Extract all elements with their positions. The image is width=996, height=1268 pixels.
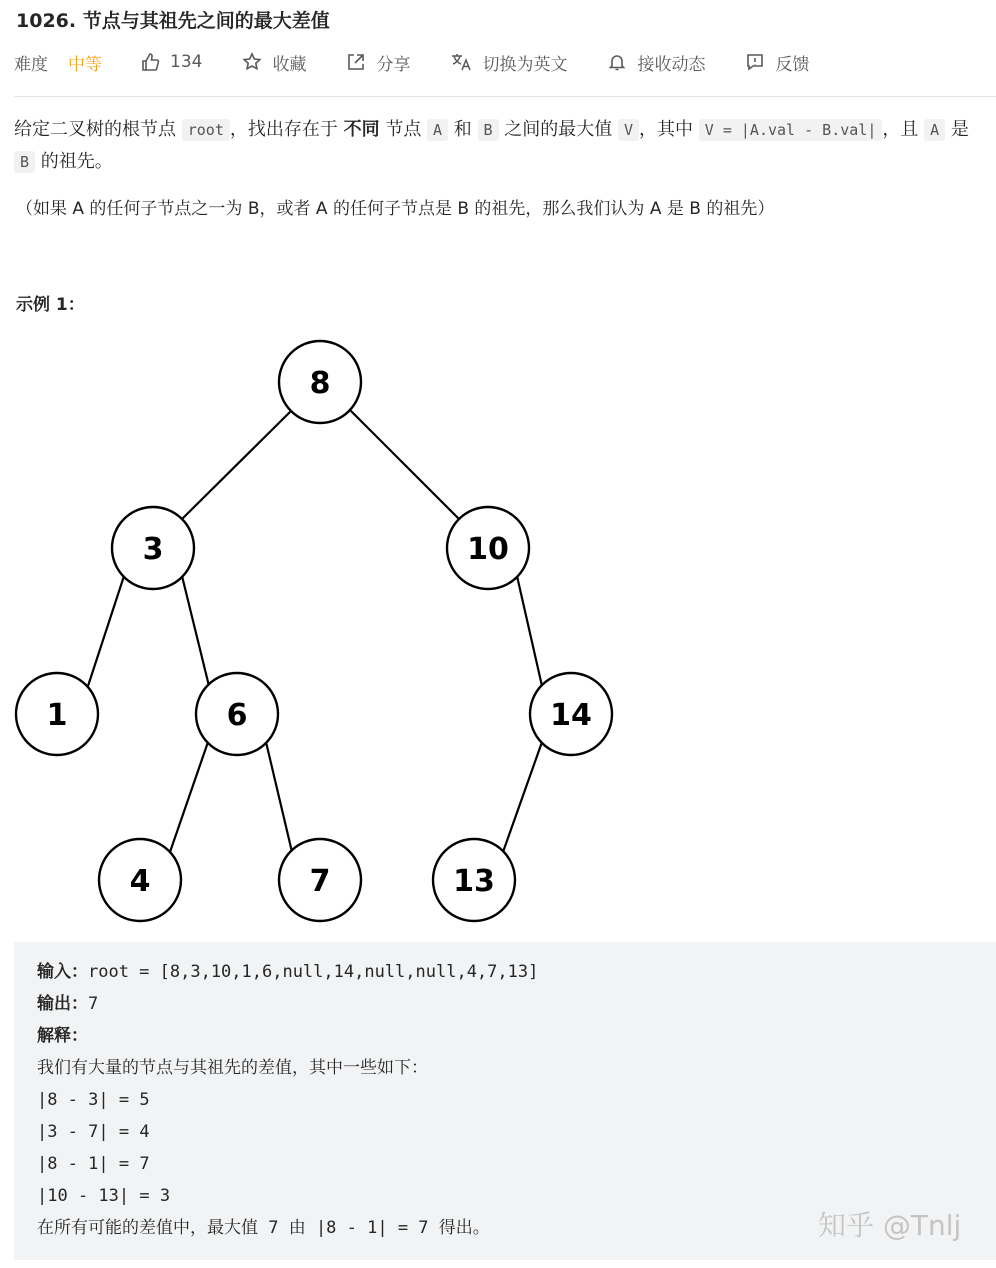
problem-note: （如果 A 的任何子节点之一为 B，或者 A 的任何子节点是 B 的祖先，那么我们认为 A 是 B 的祖先） — [16, 199, 775, 219]
output-value: 7 — [88, 994, 99, 1014]
tree-node-label: 7 — [309, 864, 331, 899]
like-count: 134 — [170, 52, 203, 72]
output-label: 输出： — [37, 994, 88, 1014]
feedback-button[interactable] — [745, 50, 809, 75]
binary-tree-diagram — [0, 330, 640, 930]
tree-node-label: 4 — [129, 864, 151, 899]
inline-code-a: A — [427, 119, 448, 141]
switch-language-button[interactable] — [450, 50, 567, 75]
inline-code-root: root — [182, 119, 230, 141]
inline-code-v: V — [618, 119, 639, 141]
explain-line: 在所有可能的差值中，最大值 7 由 |8 - 1| = 7 得出。 — [37, 1218, 490, 1238]
emphasis-text: 不同 — [343, 119, 380, 140]
input-value: root = [8,3,10,1,6,null,14,null,null,4,7,13] — [88, 962, 539, 982]
tree-edge — [503, 742, 542, 852]
inline-code-formula: V = |A.val - B.val| — [699, 119, 883, 141]
bell-icon — [607, 52, 627, 72]
tree-node-label: 8 — [309, 366, 331, 401]
tree-node-label: 1 — [46, 698, 68, 733]
output-line — [37, 988, 538, 1020]
example-title: 示例 1： — [16, 295, 85, 315]
tree-node-label: 13 — [453, 864, 495, 899]
problem-title: 1026. 节点与其祖先之间的最大差值 — [16, 10, 330, 32]
explain-line: 我们有大量的节点与其祖先的差值，其中一些如下： — [37, 1058, 428, 1078]
subscribe-label: 接收动态 — [637, 54, 706, 75]
explain-line: |10 - 13| = 3 — [37, 1186, 171, 1206]
explain-line: |8 - 1| = 7 — [37, 1154, 150, 1174]
feedback-label: 反馈 — [775, 54, 810, 75]
tree-edge — [170, 742, 208, 852]
difficulty-badge: 中等 — [68, 54, 102, 75]
switch-language-label: 切换为英文 — [482, 54, 568, 75]
problem-description: 给定二叉树的根节点 root ，找出存在于 不同 节点 A 和 B 之间的最大值 V ，其中 V = |A.val - B.val| ，且 A 是 B 的祖先。 — [14, 119, 969, 172]
input-label: 输入： — [37, 962, 88, 982]
share-label: 分享 — [376, 54, 411, 75]
feedback-icon — [745, 52, 765, 72]
explain-label: 解释： — [37, 1026, 88, 1046]
header-divider — [14, 96, 996, 97]
share-button[interactable] — [346, 50, 410, 75]
explain-line: |8 - 3| = 5 — [37, 1090, 150, 1110]
tree-edge — [266, 742, 292, 852]
watermark: 知乎 @Tnlj — [818, 1209, 962, 1242]
share-icon — [346, 52, 366, 72]
explain-line: |3 - 7| = 4 — [37, 1122, 150, 1142]
tree-node-label: 6 — [226, 698, 248, 733]
input-line — [37, 956, 538, 988]
like-button[interactable] — [140, 52, 202, 72]
inline-code-b2: B — [14, 151, 35, 173]
favorite-label: 收藏 — [272, 54, 307, 75]
translate-icon — [450, 52, 472, 72]
tree-edge — [517, 576, 542, 686]
thumbs-up-icon — [140, 52, 160, 72]
tree-edge — [181, 410, 292, 520]
tree-edge — [350, 410, 460, 520]
tree-edge — [88, 576, 124, 686]
tree-node-label: 10 — [467, 532, 509, 567]
subscribe-button[interactable] — [607, 50, 705, 75]
inline-code-b: B — [478, 119, 499, 141]
favorite-button[interactable] — [242, 50, 306, 75]
tree-node-label: 14 — [550, 698, 592, 733]
difficulty-label: 难度 — [14, 54, 48, 75]
inline-code-a2: A — [924, 119, 945, 141]
tree-edge — [182, 576, 209, 686]
star-icon — [242, 52, 262, 72]
problem-meta-bar — [14, 48, 849, 76]
tree-node-label: 3 — [142, 532, 164, 567]
